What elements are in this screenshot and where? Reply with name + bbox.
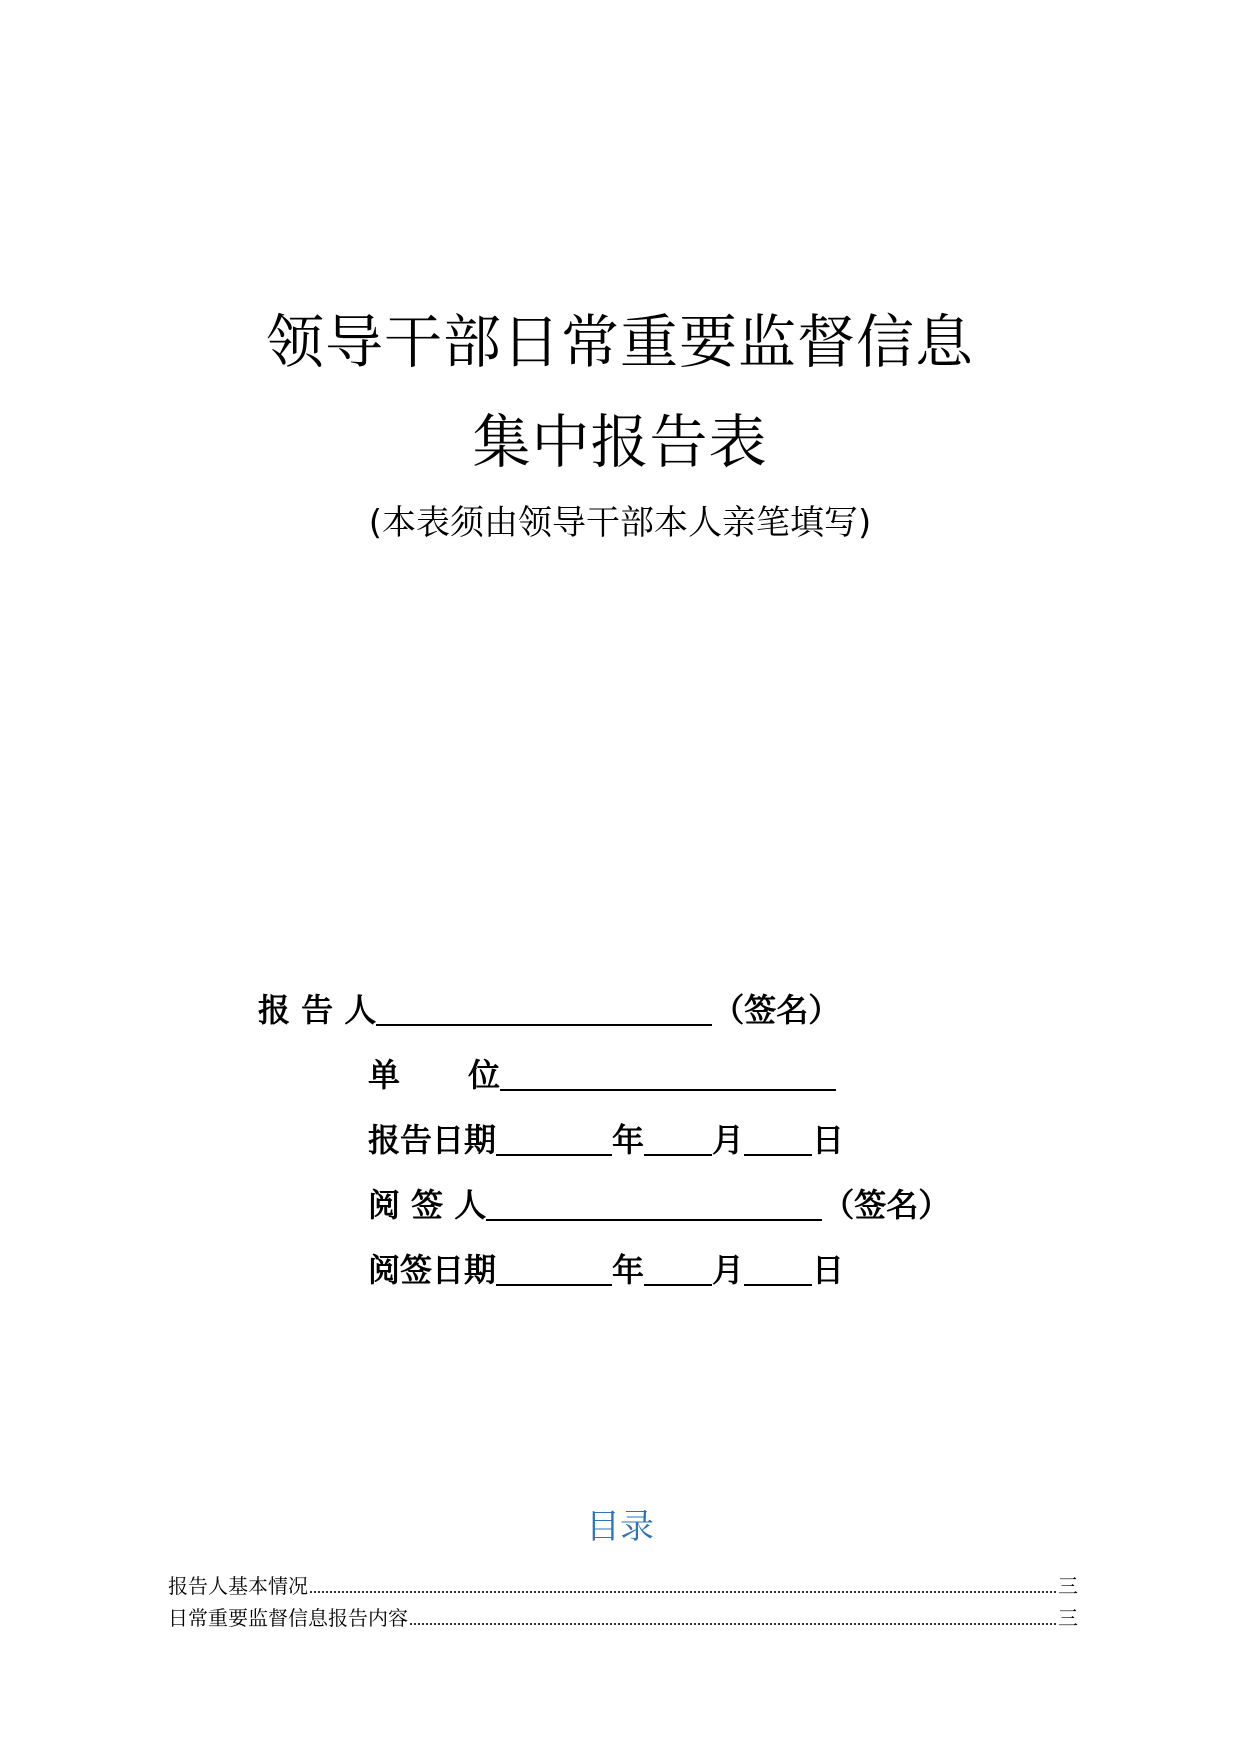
review-day-label: 日 [812,1251,845,1289]
reviewer-signature-suffix: （签名） [822,1186,951,1224]
report-date-row [368,1115,844,1161]
report-date-label: 报告日期 [368,1121,497,1159]
review-date-label: 阅签日期 [368,1251,497,1289]
reporter-row [258,985,840,1031]
unit-row [368,1050,836,1096]
review-year-label: 年 [612,1251,645,1289]
review-date-row [368,1245,844,1291]
toc-entry[interactable] [168,1603,1078,1631]
review-month-line[interactable] [644,1250,712,1286]
toc-entry-page: 三 [1058,1574,1078,1598]
toc-entry-page: 三 [1058,1606,1078,1630]
document-subtitle: (本表须由领导干部本人亲笔填写) [368,503,872,543]
reporter-signature-line[interactable] [376,990,712,1026]
document-title-line-2: 集中报告表 [472,408,768,476]
reviewer-signature-line[interactable] [486,1185,822,1221]
reporter-signature-suffix: （签名） [712,991,841,1029]
report-month-label: 月 [712,1121,745,1159]
review-month-label: 月 [712,1251,745,1289]
unit-label-char-2: 位 [468,1056,501,1094]
unit-line[interactable] [500,1055,836,1091]
report-month-line[interactable] [644,1120,712,1156]
toc-leader-dots [410,1622,1056,1625]
report-year-label: 年 [612,1121,645,1159]
toc-title: 目录 [586,1507,654,1547]
reviewer-label: 阅 签 人 [368,1186,487,1224]
toc-entry-label: 报告人基本情况 [168,1574,308,1598]
toc-leader-dots [310,1590,1056,1593]
toc-entry-label: 日常重要监督信息报告内容 [168,1606,408,1630]
reporter-label: 报 告 人 [258,991,377,1029]
document-title-line-1: 领导干部日常重要监督信息 [265,308,974,376]
review-year-line[interactable] [496,1250,612,1286]
review-day-line[interactable] [744,1250,812,1286]
toc-entry[interactable] [168,1571,1078,1599]
report-day-label: 日 [812,1121,845,1159]
unit-label-char-1: 单 [368,1056,401,1094]
reviewer-row [368,1180,950,1226]
report-day-line[interactable] [744,1120,812,1156]
report-year-line[interactable] [496,1120,612,1156]
